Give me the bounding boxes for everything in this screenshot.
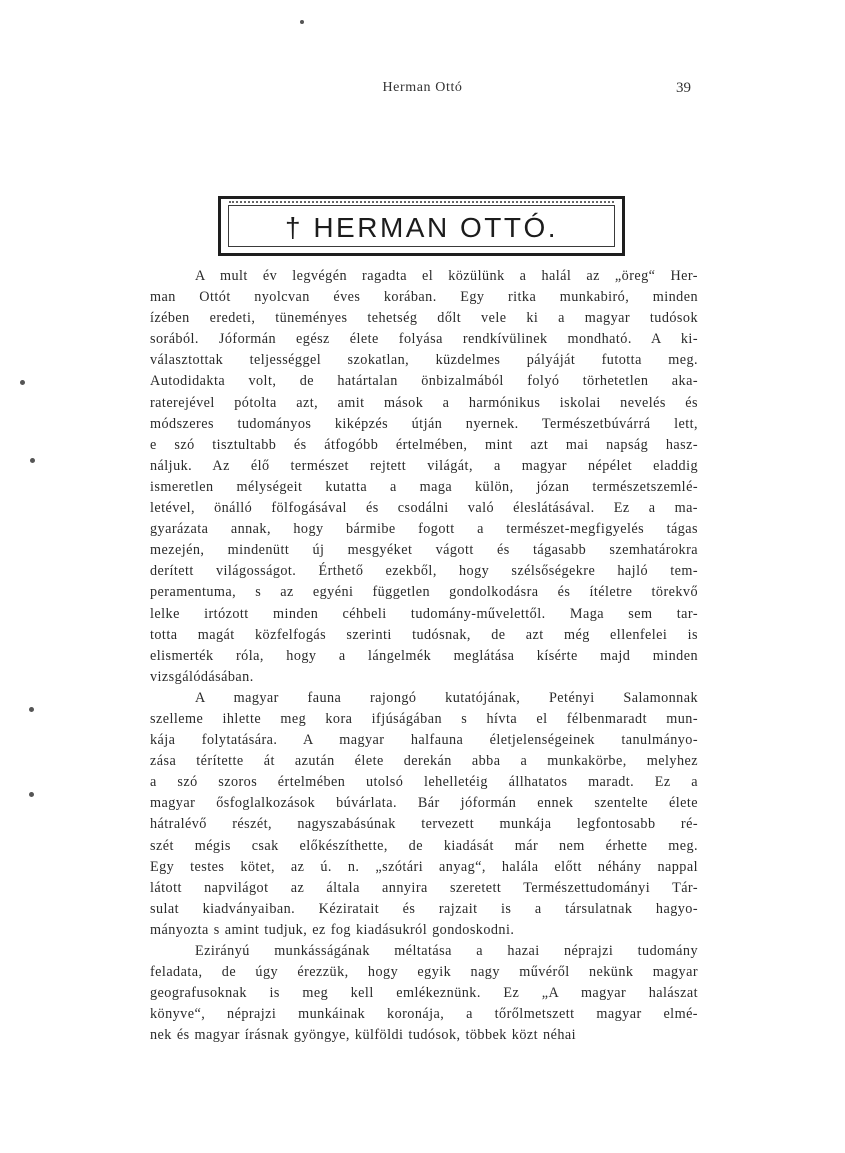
text-line: Ezirányú munkásságának méltatása a hazai néprajzi tudomány (195, 943, 698, 959)
text-line: Autodidakta volt, de határtalan önbizalmából folyó törhetetlen aka- (150, 373, 698, 390)
text-line: letével, önálló fölfogásával és csodálni való éleslátásával. Ez a ma- (150, 500, 698, 517)
text-line: ismeretlen mélységeit kutatta a maga külön, józan természetszemlé- (150, 478, 698, 495)
text-line: gyarázata annak, hogy bármibe fogott a természet-megfigyelés tágas (150, 521, 698, 538)
text-line: mányozta s amint tudjuk, ez fog kiadásukról gondoskodni. (150, 921, 515, 938)
article-body (150, 266, 698, 1046)
text-line: zása térítette át azután élete derekán abba a munkakörbe, melyhez (150, 753, 698, 770)
text-line: geografusoknak is meg kell emlékeznünk. Ez „A magyar halászat (150, 985, 698, 1002)
text-line: szelleme ihlette meg kora ifjúságában s hívta el félbenmaradt mun- (150, 710, 698, 727)
text-line: mezején, mindenütt új mesgyéket vágott és tágasabb szemhatárokra (150, 542, 698, 559)
scan-speck (29, 707, 34, 712)
page-number: 39 (676, 80, 691, 96)
text-line: választottak teljességgel szokatlan, küzdelmes pályáját futotta meg. (150, 352, 698, 369)
text-line: vizsgálódásában. (150, 668, 254, 685)
text-line: náljuk. Az élő természet rejtett világát, a magyar népélet eladdig (150, 457, 698, 474)
text-line: A mult év legvégén ragadta el közülünk a halál az „öreg“ Her- (195, 268, 698, 284)
text-line: könyve“, néprajzi munkáinak koronája, a tőrőlmetszett magyar elmé- (150, 1006, 698, 1023)
text-line: szét mégis csak előkészíthette, de kiadását már nem érhette meg. (150, 837, 698, 854)
text-line: nek és magyar írásnak gyöngye, külföldi tudósok, többek közt néhai (150, 1027, 577, 1044)
scan-speck (29, 792, 34, 797)
text-line: man Ottót nyolcvan éves korában. Egy ritka munkabiró, minden (150, 289, 698, 306)
text-line: hátralévő részét, nagyszabásúnak tervezett munkája legfontosabb ré- (150, 816, 698, 833)
title-frame (218, 196, 625, 256)
text-line: totta magát közfelfogás szerinti tudósnak, de azt még ellenfelei is (150, 626, 698, 643)
text-line: magyar ősfoglalkozások búvárlata. Bár jóformán ennek szentelte élete (150, 795, 698, 812)
text-line: sorából. Jóformán egész élete folyása rendkívülinek mondható. A ki- (150, 331, 698, 348)
text-line: elismerték róla, hogy a lángelmék meglátása kísérte majd minden (150, 647, 698, 664)
text-line: sulat kiadványaiban. Kéziratait és rajzait is a társulatnak hagyo- (150, 900, 698, 917)
text-line: ízében eredeti, tüneményes tehetség dőlt vele ki a magyar tudósok (150, 310, 698, 327)
text-line: feladata, de úgy érezzük, hogy egyik nagy művéről nekünk magyar (150, 964, 698, 981)
text-line: a szó szoros értelmében utolsó lehelletéig állhatatos maradt. Ez a (150, 774, 698, 791)
scan-speck (30, 458, 35, 463)
text-line: látott napvilágot az általa annyira szeretett Természettudományi Tár- (150, 879, 698, 896)
scan-speck (300, 20, 304, 24)
text-line: A magyar fauna rajongó kutatójának, Petényi Salamonnak (195, 689, 698, 706)
scan-speck (20, 380, 25, 385)
text-line: módszeres tudományos kiképzés útján nyernek. Természetbúvárrá lett, (150, 415, 698, 432)
text-line: kája folytatására. A magyar halfauna életjelenségeinek tanulmányo- (150, 732, 698, 749)
text-line: peramentuma, s az egyéni független gondolkodásra és ítéletre törekvő (150, 584, 698, 601)
text-line: e szó tisztultabb és átfogóbb értelmében, mint azt mai napság hasz- (150, 436, 698, 453)
running-header-title: Herman Ottó (382, 80, 463, 95)
text-line: lelke irtózott minden céhbeli tudomány-művelettől. Maga sem tar- (150, 605, 698, 622)
text-line: derített világosságot. Érthető ezekből, hogy szélsőségekre hajló tem- (150, 563, 698, 580)
text-line: raterejével pótolta azt, amit mások a harmónikus iskolai nevelés és (150, 394, 698, 411)
article-title: † HERMAN OTTÓ. (284, 212, 558, 243)
text-line: Egy testes kötet, az ú. n. „szótári anyag“, halála előtt néhány nappal (150, 858, 698, 875)
